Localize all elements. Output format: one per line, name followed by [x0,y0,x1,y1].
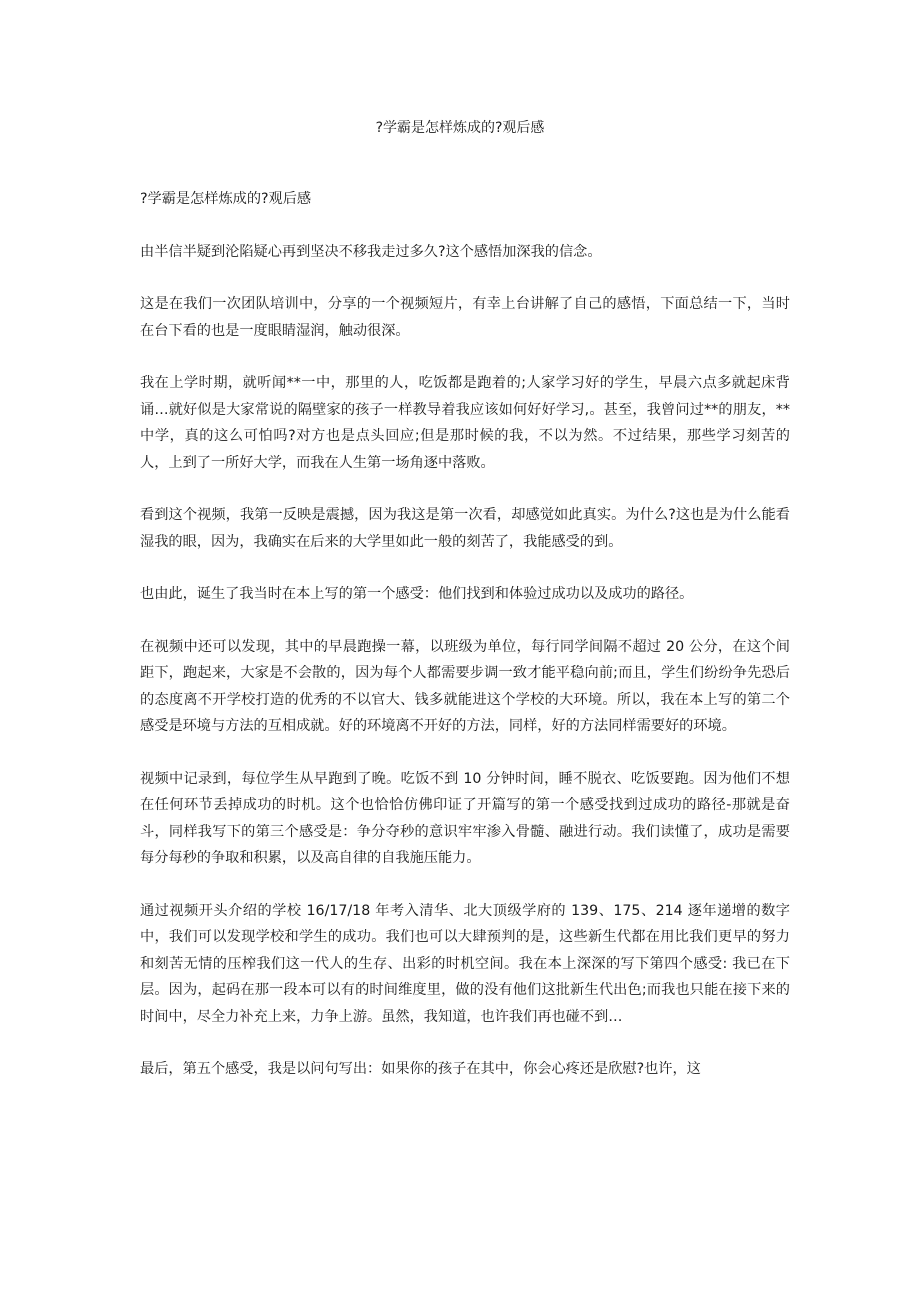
paragraph: 最后，第五个感受，我是以问句写出：如果你的孩子在其中，你会心疼还是欣慰?也许，这 [140,1061,701,1077]
paragraph: 也由此，诞生了我当时在本上写的第一个感受：他们找到和体验过成功以及成功的路径。 [140,586,694,602]
paragraph: 我在上学时期，就听闻**一中，那里的人，吃饭都是跑着的;人家学习好的学生，早晨六点多就起床背诵…就好似是大家常说的隔壁家的孩子一样教导着我应该如何好好学习,。甚至，我曾问过**的朋友，**中学，真的这么可怕吗?对方也是点头回应;但是那时候的我，不以为然。不过结果，那些学习刻苦的人，上到了一所好大学，而我在人生第一场角逐中落败。 [140,375,790,471]
document-body [140,186,790,1109]
subtitle-paragraph: ?学霸是怎样炼成的?观后感 [140,191,312,207]
paragraph: 通过视频开头介绍的学校 16/17/18 年考入清华、北大顶级学府的 139、175、214 逐年递增的数字中，我们可以发现学校和学生的成功。我们也可以大肆预判的是，这些新生代都在用比我们更早的努力和刻苦无情的压榨我们这一代人的生存、出彩的时机空间。我在本上深深的写下第四个感受: 我已在下层。因为，起码在那一段本可以有的时间维度里，做的没有他们这批新生代出色;而我也只能在接下来的时间中，尽全力补充上来，力争上游。虽然，我知道，也许我们再也碰不到… [140,902,790,1025]
paragraph: 在视频中还可以发现，其中的早晨跑操一幕，以班级为单位，每行同学间隔不超过 20 公分，在这个间距下，跑起来，大家是不会散的，因为每个人都需要步调一致才能平稳向前;而且，学生们纷纷争先恐后的态度离不开学校打造的优秀的不以官大、钱多就能进这个学校的大环境。所以，我在本上写的第二个感受是环境与方法的互相成就。好的环境离不开好的方法，同样，好的方法同样需要好的环境。 [140,638,790,734]
paragraph: 视频中记录到，每位学生从早跑到了晚。吃饭不到 10 分钟时间，睡不脱衣、吃饭要跑。因为他们不想在任何环节丢掉成功的时机。这个也恰恰仿佛印证了开篇写的第一个感受找到过成功的路径-那就是奋斗，同样我写下的第三个感受是：争分夺秒的意识牢牢渗入骨髓、融进行动。我们读懂了，成功是需要每分每秒的争取和积累，以及高自律的自我施压能力。 [140,770,790,866]
paragraph: 由半信半疑到沦陷疑心再到坚决不移我走过多久?这个感悟加深我的信念。 [140,243,602,260]
paragraph: 这是在我们一次团队培训中，分享的一个视频短片，有幸上台讲解了自己的感悟，下面总结一下，当时在台下看的也是一度眼睛湿润，触动很深。 [140,296,790,339]
paragraph: 看到这个视频，我第一反映是震撼，因为我这是第一次看，却感觉如此真实。为什么?这也是为什么能看湿我的眼，因为，我确实在后来的大学里如此一般的刻苦了，我能感受的到。 [140,507,790,550]
page-title: ?学霸是怎样炼成的?观后感 [375,120,545,136]
